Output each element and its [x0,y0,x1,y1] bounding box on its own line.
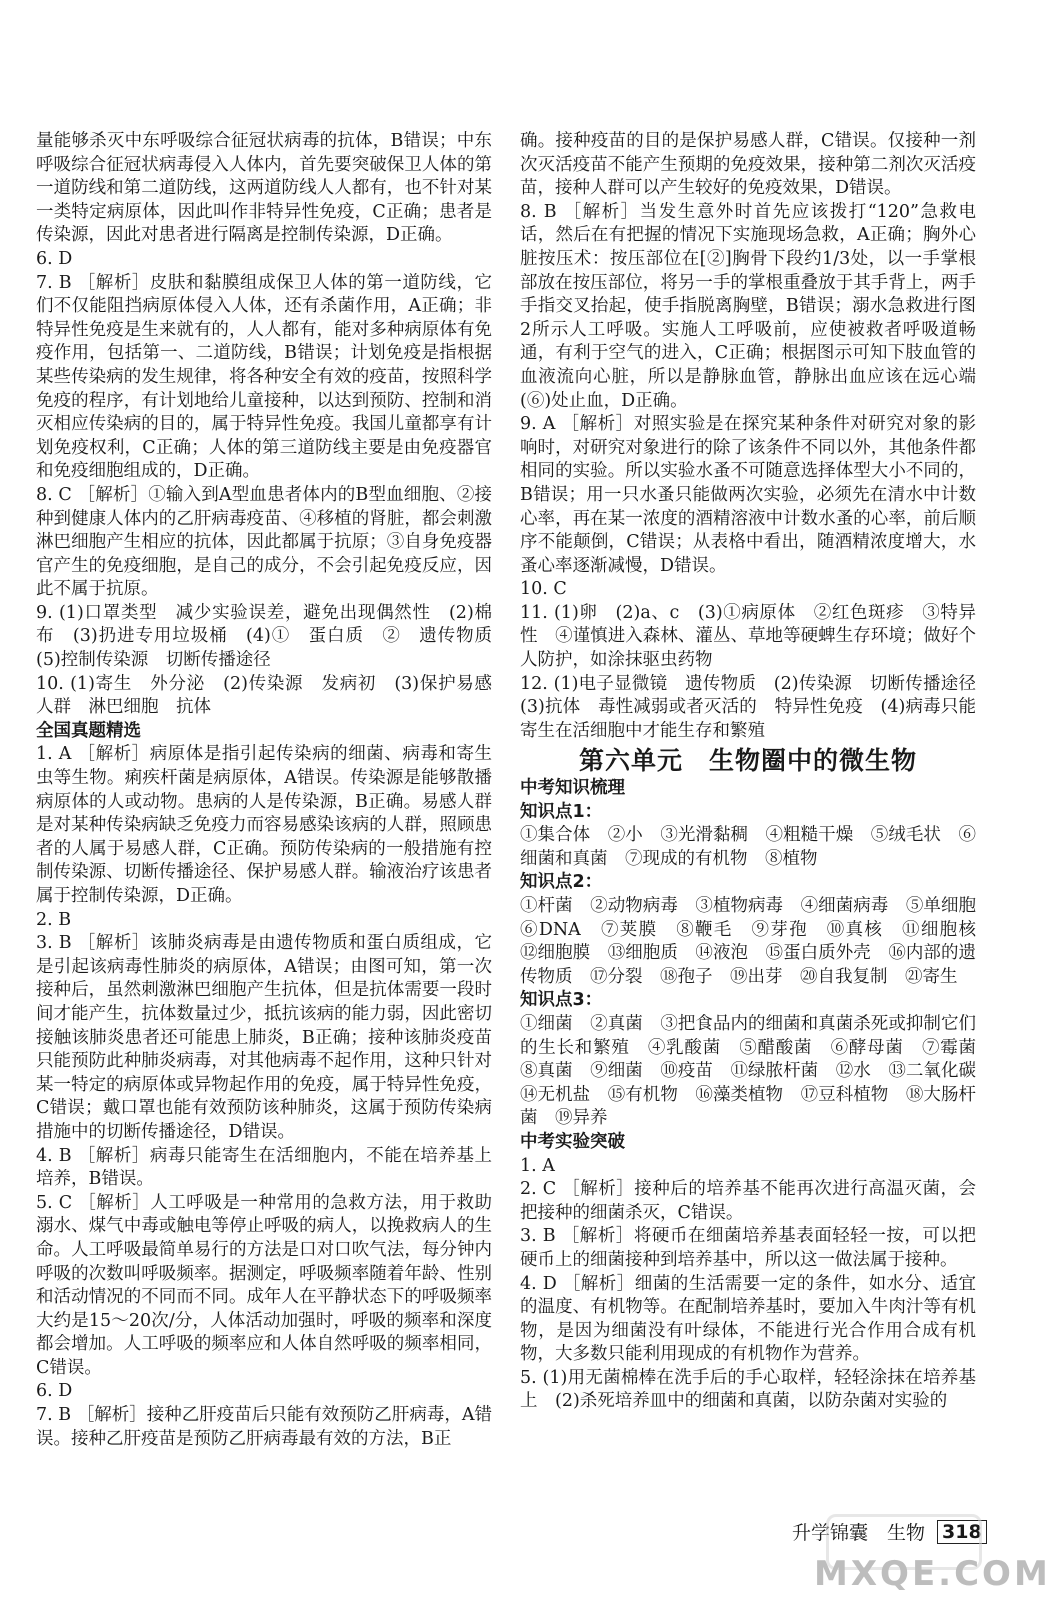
section-heading: 全国真题精选 [36,720,141,741]
section-heading: 中考知识梳理 [520,778,625,799]
answer-paragraph: 9. (1)口罩类型 减少实验误差，避免出现偶然性 (2)棉布 (3)扔进专用垃圾桶 (4)① 蛋白质 ② 遗传物质 (5)控制传染源 切断传播途径 [36,602,510,671]
answer-paragraph: 确。接种疫苗的目的是保护易感人群，C错误。仅接种一剂次灭活疫苗不能产生预期的免疫效果，接种第二剂次灭活疫苗，接种人群可以产生较好的免疫效果，D错误。 [520,131,976,199]
book-title: 升学锦囊 生物 [792,1522,926,1544]
answer-paragraph: 10. (1)寄生 外分泌 (2)传染源 发病初 (3)保护易感人群 淋巴细胞 抗体 [36,673,492,718]
answer-paragraph: 2. C ［解析］接种后的培养基不能再次进行高温灭菌，会把接种的细菌杀灭，C错误。 [520,1179,976,1223]
answer-paragraph: 7. B ［解析］皮肤和黏膜组成保卫人体的第一道防线，它们不仅能阻挡病原体侵入人体，还有杀菌作用，A正确；非特异性免疫是生来就有的，人人都有，能对多种病原体有免疫作用，包括第一、二道防线，B错误；计划免疫是指根据某些传染病的发生规律，将各种安全有效的疫苗，按照科学免疫的程序，有计划地给儿童接种，以达到预防、控制和消灭相应传染病的目的，属于特异性免疫。我国儿童都享有计划免疫权利，C正确；人体的第三道防线主要是由免疫器官和免疫细胞组成的，D正确。 [36,272,492,482]
section-heading: 知识点3： [520,990,603,1011]
answer-paragraph: ①杆菌 ②动物病毒 ③植物病毒 ④细菌病毒 ⑤单细胞 ⑥DNA ⑦荚膜 ⑧鞭毛 ⑨芽孢 ⑩真核 ⑪细胞核 ⑫细胞膜 ⑬细胞质 ⑭液泡 ⑮蛋白质外壳 ⑯内部的遗传物质 ⑰分裂 ⑱孢子 ⑲出芽 ⑳自我复制 ㉑寄生 [520,896,994,987]
answer-paragraph: 10. C [520,579,567,600]
answer-paragraph: 9. A ［解析］对照实验是在探究某种条件对研究对象的影响时，对研究对象进行的除了该条件不同以外，其他条件都相同的实验。所以实验水蚤不可随意选择体型大小不同的，B错误；用一只水蚤只能做两次实验，必须先在清水中计数心率，再在某一浓度的酒精溶液中计数水蚤的心率，前后顺序不能颠倒，C错误；从表格中看出，随酒精浓度增大，水蚤心率逐渐减慢，D错误。 [520,414,976,576]
answer-paragraph: 6. D [36,1381,73,1402]
answer-paragraph: 8. C ［解析］①输入到A型血患者体内的B型血细胞、②接种到健康人体内的乙肝病毒疫苗、④移植的肾脏，都会刺激淋巴细胞产生相应的抗体，因此都属于抗原；③自身免疫器官产生的免疫细胞，是自己的成分，不会引起免疫反应，因此不属于抗原。 [36,484,492,600]
left-column [36,130,510,1451]
answer-paragraph: 3. B ［解析］将硬币在细菌培养基表面轻轻一按，可以把硬币上的细菌接种到培养基中，所以这一做法属于接种。 [520,1226,976,1270]
answer-paragraph: 4. B ［解析］病毒只能寄生在活细胞内，不能在培养基上培养，B错误。 [36,1145,492,1190]
answer-paragraph: 7. B ［解析］接种乙肝疫苗后只能有效预防乙肝病毒，A错误。接种乙肝疫苗是预防乙肝病毒最有效的方法，B正 [36,1405,492,1449]
answer-paragraph: 5. C ［解析］人工呼吸是一种常用的急救方法，用于救助溺水、煤气中毒或触电等停止呼吸的病人，以挽救病人的生命。人工呼吸最简单易行的方法是口对口吹气法，每分钟内呼吸的次数叫呼吸频率。据测定，呼吸频率随着年龄、性别和活动情况的不同而不同。成年人在平静状态下的呼吸频率大约是15～20次/分，人体活动加强时，呼吸的频率和深度都会增加。人工呼吸的频率应和人体自然呼吸的频率相同，C错误。 [36,1192,492,1378]
answer-paragraph: ①集合体 ②小 ③光滑黏稠 ④粗糙干燥 ⑤绒毛状 ⑥细菌和真菌 ⑦现成的有机物 ⑧植物 [520,825,976,869]
answer-paragraph: ①细菌 ②真菌 ③把食品内的细菌和真菌杀死或抑制它们的生长和繁殖 ④乳酸菌 ⑤醋酸菌 ⑥酵母菌 ⑦霉菌 ⑧真菌 ⑨细菌 ⑩疫苗 ⑪绿脓杆菌 ⑫水 ⑬二氧化碳 ⑭无机盐 ⑮有机物 ⑯藻类植物 ⑰豆科植物 ⑱大肠杆菌 ⑲异养 [520,1013,994,1129]
section-heading: 中考实验突破 [520,1131,625,1152]
section-heading: 知识点2： [520,872,603,893]
answer-paragraph: 5. (1)用无菌棉棒在洗手后的手心取样，轻轻涂抹在培养基上 (2)杀死培养皿中的细菌和真菌，以防杂菌对实验的 [520,1367,976,1412]
answer-paragraph: 4. D ［解析］细菌的生活需要一定的条件，如水分、适宜的温度、有机物等。在配制培养基时，要加入牛肉汁等有机物，是因为细菌没有叶绿体，不能进行光合作用合成有机物，大多数只能利用现成的有机物作为营养。 [520,1273,976,1365]
answer-paragraph: 6. D [36,248,73,269]
section-heading: 知识点1： [520,801,603,822]
answer-paragraph: 1. A [520,1155,555,1176]
right-column [520,130,994,1414]
answer-paragraph: 量能够杀灭中东呼吸综合征冠状病毒的抗体，B错误；中东呼吸综合征冠状病毒侵入人体内，首先要突破保卫人体的第一道防线和第二道防线，这两道防线人人都有，也不针对某一类特定病原体，因此叫作非特异性免疫，C正确；患者是传染源，因此对患者进行隔离是控制传染源，D正确。 [36,131,492,246]
watermark-url: MXQE.COM [814,1554,1051,1594]
answer-paragraph: 12. (1)电子显微镜 遗传物质 (2)传染源 切断传播途径 (3)抗体 毒性减弱或者灭活的 特异性免疫 (4)病毒只能寄生在活细胞中才能生存和繁殖 [520,673,994,741]
unit-title: 第六单元 生物圈中的微生物 [578,746,917,776]
answer-paragraph: 11. (1)卵 (2)a、c (3)①病原体 ②红色斑疹 ③特异性 ④谨慎进入森林、灌丛、草地等硬蜱生存环境；做好个人防护，如涂抹驱虫药物 [520,602,976,671]
answer-paragraph: 8. B ［解析］当发生意外时首先应该拨打“120”急救电话，然后在有把握的情况下实施现场急救，A正确；胸外心脏按压术：按压部位在[②]胸骨下段约1/3处，以一手掌根部放在按压部位，将另一手的掌根重叠放于其手背上，两手手指交叉抬起，使手指脱离胸壁，B错误；溺水急救进行图2所示人工呼吸。实施人工呼吸前，应使被救者呼吸道畅通，有利于空气的进入，C正确；根据图示可知下肢血管的血液流向心脏，所以是静脉血管，静脉出血应该在远心端(⑥)处止血，D正确。 [520,201,976,411]
page-number: 318 [937,1520,987,1544]
answer-paragraph: 1. A ［解析］病原体是指引起传染病的细菌、病毒和寄生虫等生物。痢疾杆菌是病原体，A错误。传染源是能够散播病原体的人或动物。患病的人是传染源，B正确。易感人群是对某种传染病缺乏免疫力而容易感染该病的人群，照顾患者的人属于易感人群，C正确。预防传染病的一般措施有控制传染源、切断传播途径、保护易感人群。输液治疗该患者属于控制传染源，D正确。 [36,744,492,906]
answer-paragraph: 3. B ［解析］该肺炎病毒是由遗传物质和蛋白质组成，它是引起该病毒性肺炎的病原体，A错误；由图可知，第一次接种后，虽然刺激淋巴细胞产生抗体，但是抗体需要一段时间才能产生，抗体数量过少，抵抗该病的能力弱，因此密切接触该肺炎患者还可能患上肺炎，B正确；接种该肺炎疫苗只能预防此种肺炎病毒，对其他病毒不起作用，这种只针对某一特定的病原体或异物起作用的免疫，属于特异性免疫，C错误；戴口罩也能有效预防该种肺炎，这属于预防传染病措施中的切断传播途径，D错误。 [36,933,492,1142]
answer-paragraph: 2. B [36,909,72,930]
